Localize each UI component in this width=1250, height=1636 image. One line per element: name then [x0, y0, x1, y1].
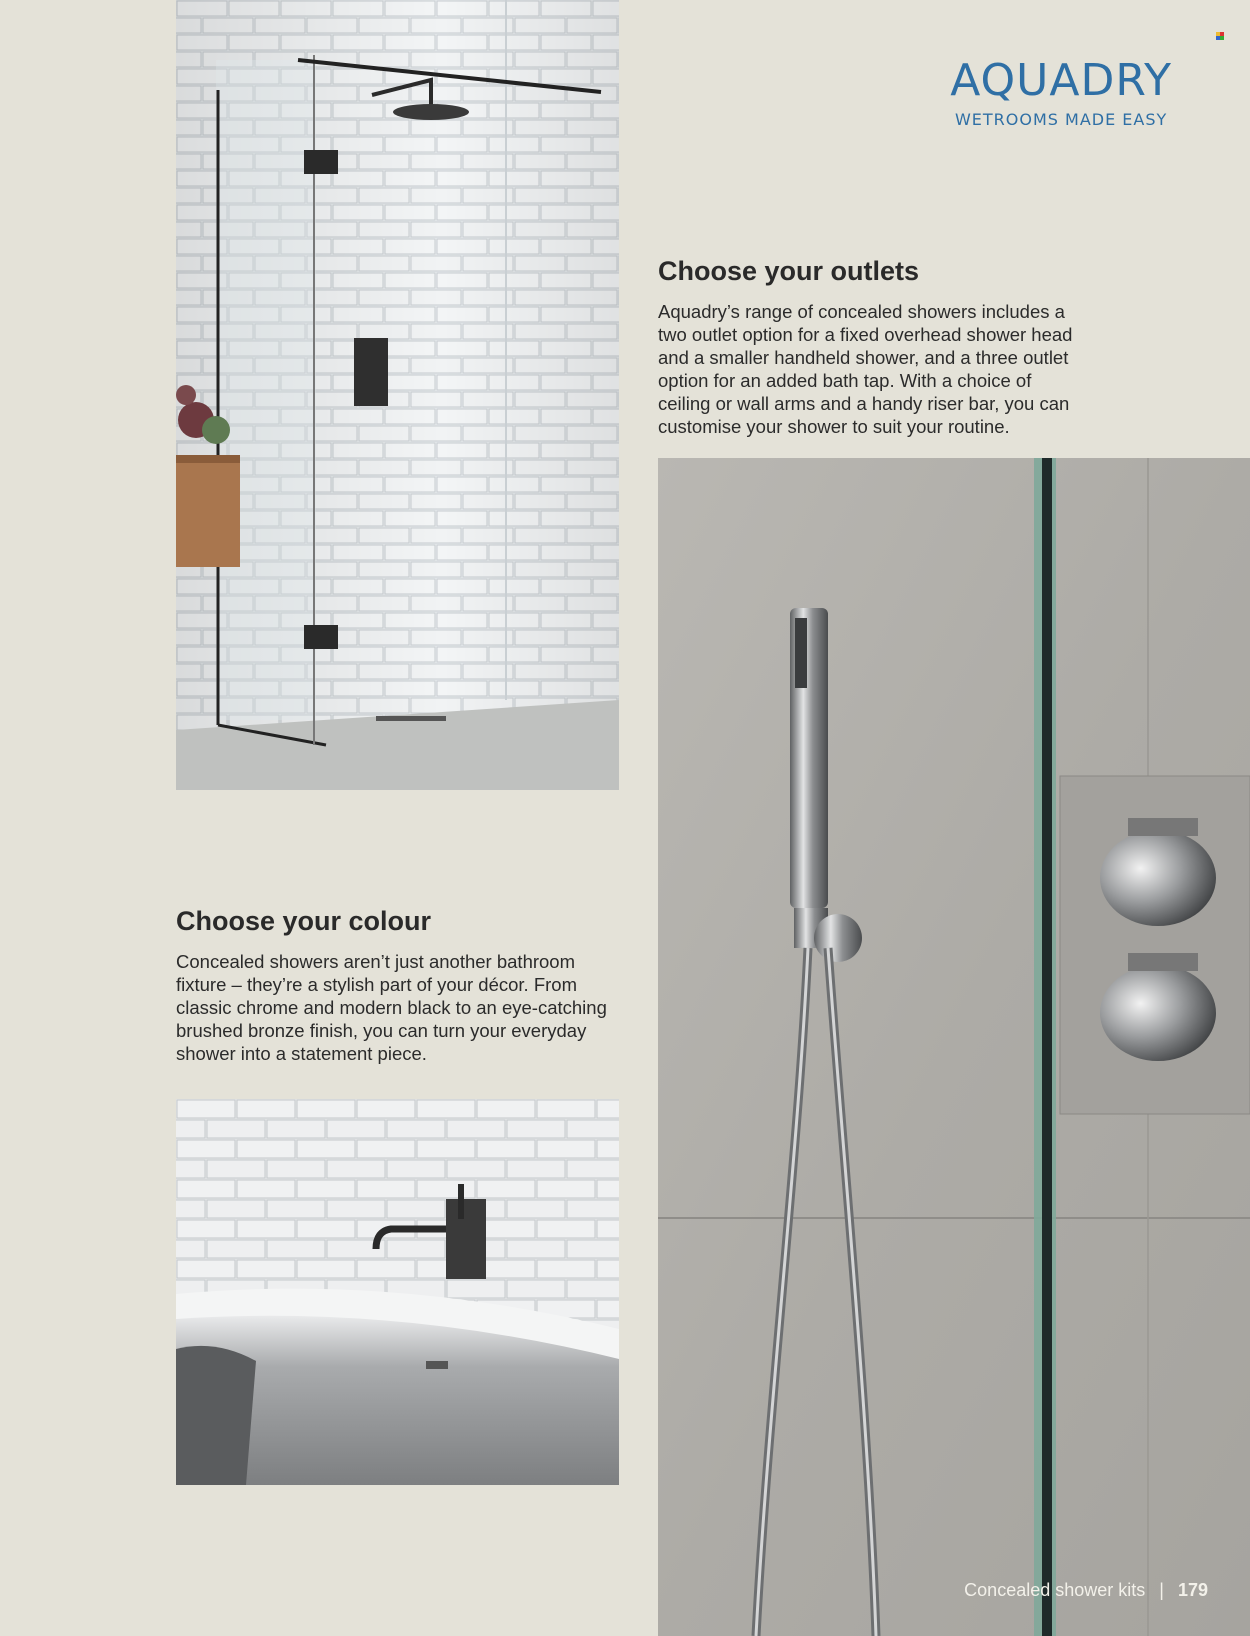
- footer-separator: |: [1159, 1580, 1164, 1600]
- outlets-description: Aquadry’s range of concealed showers includes a two outlet option for a fixed overhead shower head and a smaller handheld shower, and a three outlet option for an added bath tap. With a choice of ceiling or wall arms and a handy riser bar, you can customise your shower to suit your routine.: [658, 301, 1073, 437]
- handheld-shower-photo: [658, 458, 1250, 1636]
- page-footer: [964, 1580, 1208, 1601]
- bath-tap-photo: [176, 1099, 619, 1485]
- footer-section-title: Concealed shower kits: [964, 1580, 1146, 1600]
- color-mark-icon: [1216, 32, 1224, 40]
- brand-tagline: WETROOMS MADE EASY: [954, 110, 1168, 129]
- colour-description: Concealed showers aren’t just another bathroom fixture – they’re a stylish part of your décor. From classic chrome and modern black to an eye-catching brushed bronze finish, you can turn your everyday shower into a statement piece.: [176, 951, 607, 1064]
- walk-in-shower-photo: [176, 0, 619, 790]
- outlets-heading: Choose your outlets: [658, 256, 920, 286]
- colour-heading: Choose your colour: [176, 906, 432, 936]
- brand-logo: [950, 55, 1172, 129]
- page-number: 179: [1177, 1580, 1208, 1600]
- brand-name: AQUADRY: [950, 55, 1172, 106]
